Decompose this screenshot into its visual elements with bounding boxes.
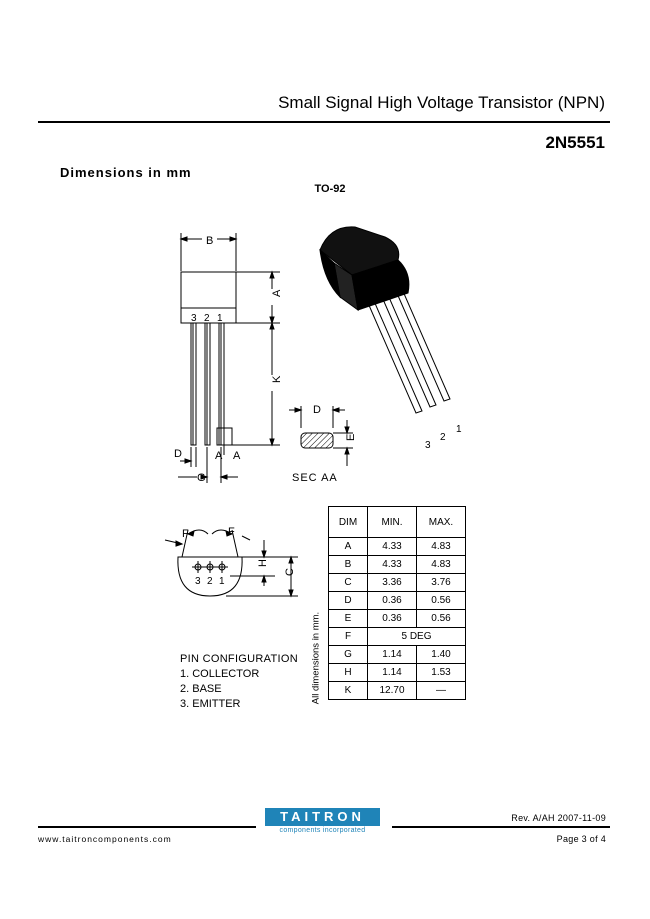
section-marker-a-right: A (233, 450, 241, 462)
section-heading: Dimensions in mm (60, 165, 192, 180)
pin-item: 1. COLLECTOR (180, 668, 260, 680)
package-3d-drawing (310, 215, 470, 455)
dim-cell: K (329, 682, 368, 700)
bottom-pin-3: 3 (195, 576, 201, 587)
front-view-drawing (160, 225, 300, 490)
section-dim-e: E (345, 433, 357, 441)
pin-configuration (180, 652, 298, 712)
logo-tagline: components incorporated (279, 827, 366, 834)
max-cell: 1.40 (417, 646, 466, 664)
dim-cell: F (329, 628, 368, 646)
bottom-pin-1: 1 (219, 576, 225, 587)
max-cell: 4.83 (417, 538, 466, 556)
pin-number-3: 3 (191, 313, 197, 324)
lead-number-1: 1 (456, 424, 462, 435)
page-number: Page 3 of 4 (556, 834, 606, 844)
dim-cell: B (329, 556, 368, 574)
bottom-view-drawing (160, 520, 300, 600)
dim-cell: C (329, 574, 368, 592)
min-cell: 3.36 (368, 574, 417, 592)
website-link[interactable]: www.taitroncomponents.com (38, 834, 172, 844)
column-header-max: MAX. (417, 507, 466, 538)
table-row (329, 538, 466, 556)
dim-label-g: G (197, 472, 206, 484)
column-header-min: MIN. (368, 507, 417, 538)
dim-cell: D (329, 592, 368, 610)
pin-number-2: 2 (204, 313, 210, 324)
max-cell: 1.53 (417, 664, 466, 682)
min-cell: 12.70 (368, 682, 417, 700)
section-marker-a-left: A (215, 450, 223, 462)
lead-number-3: 3 (425, 440, 431, 451)
max-cell: 3.76 (417, 574, 466, 592)
max-cell: 0.56 (417, 592, 466, 610)
document-title: Small Signal High Voltage Transistor (NPN) (278, 93, 605, 112)
dim-label-c: C (284, 568, 296, 576)
min-cell: 4.33 (368, 556, 417, 574)
taitron-logo (265, 808, 380, 838)
dim-label-d: D (174, 448, 182, 460)
min-cell: 1.14 (368, 646, 417, 664)
footer-rule-left (38, 826, 256, 828)
angle-label-f-left: F (182, 528, 189, 540)
table-row (329, 682, 466, 700)
dimension-unit-note: All dimensions in mm. (310, 611, 322, 705)
max-cell: 4.83 (417, 556, 466, 574)
footer-rule-right (392, 826, 610, 828)
dim-label-h: H (257, 559, 269, 567)
min-cell: 1.14 (368, 664, 417, 682)
revision-text: Rev. A/AH 2007-11-09 (511, 813, 606, 823)
dim-cell: G (329, 646, 368, 664)
dim-cell: E (329, 610, 368, 628)
max-cell: — (417, 682, 466, 700)
bottom-pin-2: 2 (207, 576, 213, 587)
table-row (329, 664, 466, 682)
pin-item: 3. EMITTER (180, 698, 241, 710)
min-cell: 0.36 (368, 610, 417, 628)
dim-cell: H (329, 664, 368, 682)
table-row (329, 646, 466, 664)
max-cell: 0.56 (417, 610, 466, 628)
angle-label-f-right: F (228, 526, 235, 538)
column-header-dim: DIM (329, 507, 368, 538)
dim-label-b: B (206, 235, 214, 247)
lead-number-2: 2 (440, 432, 446, 443)
section-caption: SEC AA (292, 472, 338, 484)
table-row (329, 628, 466, 646)
section-dim-d: D (313, 404, 321, 416)
part-number: 2N5551 (545, 133, 605, 152)
span-cell: 5 DEG (368, 628, 466, 646)
dimension-table (328, 506, 466, 700)
table-row (329, 556, 466, 574)
min-cell: 0.36 (368, 592, 417, 610)
min-cell: 4.33 (368, 538, 417, 556)
package-label: TO-92 (314, 183, 346, 195)
dim-cell: A (329, 538, 368, 556)
pin-configuration-title: PIN CONFIGURATION (180, 653, 298, 665)
dim-label-k: K (271, 375, 283, 383)
table-row (329, 574, 466, 592)
dim-label-a: A (271, 289, 283, 297)
pin-item: 2. BASE (180, 683, 222, 695)
logo-wordmark: TAITRON (265, 808, 380, 826)
table-row (329, 592, 466, 610)
table-row (329, 610, 466, 628)
header-rule (38, 121, 610, 123)
table-header-row (329, 507, 466, 538)
pin-number-1: 1 (217, 313, 223, 324)
